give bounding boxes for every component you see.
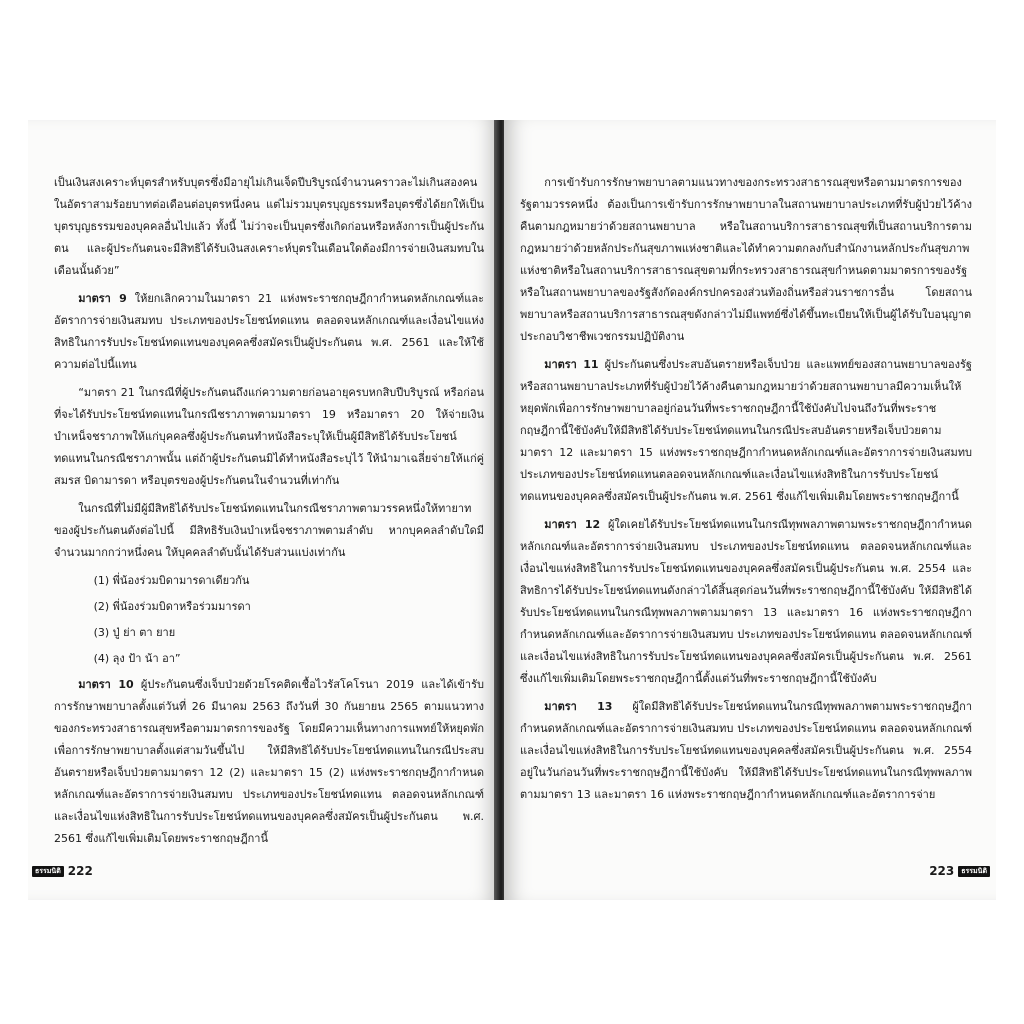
paragraph-text: ในกรณีที่ไม่มีผู้มีสิทธิได้รับประโยชน์ทดแทนในกรณีชราภาพตามวรรคหนึ่งให้ทายาทของผู้ประกันตนดังต่อไปนี้ มีสิทธิรับเงินบำเหน็จชราภาพตามลำดับ หากบุคคลลำดับใดมีจำนวนมากกว่าหนึ่งคน ให้บุคคลลำดับนั้นได้รับส่วนแบ่งเท่ากัน [54, 502, 484, 559]
list-item [54, 648, 484, 670]
paragraph-text: “มาตรา 21 ในกรณีที่ผู้ประกันตนถึงแก่ความตายก่อนอายุครบหกสิบปีบริบูรณ์ หรือก่อนที่จะได้รับประโยชน์ทดแทนในกรณีชราภาพตามมาตรา 19 หรือมาตรา 20 ให้จ่ายเงินบำเหน็จชราภาพให้แก่บุคคลซึ่งผู้ประกันตนทำหนังสือระบุให้เป็นผู้มีสิทธิได้รับประโยชน์ทดแทนในกรณีชราภาพนั้น แต่ถ้าผู้ประกันตนมิได้ทำหนังสือระบุไว้ ให้นำมาเฉลี่ยจ่ายให้แก่คู่สมรส บิดามารดา หรือบุตรของผู้ประกันตนในจำนวนที่เท่ากัน [54, 386, 484, 487]
publisher-logo: ธรรมนิติ [958, 866, 990, 877]
section-label: มาตรา 13 [544, 700, 613, 713]
paragraph-text: ผู้ใดเคยได้รับประโยชน์ทดแทนในกรณีทุพพลภาพตามพระราชกฤษฎีกากำหนดหลักเกณฑ์และอัตราการจ่ายเงินสมทบ ประเภทของประโยชน์ทดแทน ตลอดจนหลักเกณฑ์และเงื่อนไขแห่งสิทธิในการรับประโยชน์ทดแทนของบุคคลซึ่งสมัครเป็นผู้ประกันตน พ.ศ. 2554 และสิทธิการได้รับประโยชน์ทดแทนดังกล่าวได้สิ้นสุดก่อนวันที่พระราชกฤษฎีกานี้ใช้บังคับ ให้มีสิทธิได้รับประโยชน์ทดแทนในกรณีทุพพลภาพตามมาตรา 13 และมาตรา 16 แห่งพระราชกฤษฎีกากำหนดหลักเกณฑ์และอัตราการจ่ายเงินสมทบ ประเภทของประโยชน์ทดแทน ตลอดจนหลักเกณฑ์และเงื่อนไขแห่งสิทธิในการรับประโยชน์ทดแทนของบุคคลซึ่งสมัครเป็นผู้ประกันตน พ.ศ. 2561 ซึ่งแก้ไขเพิ่มเติมโดยพระราชกฤษฎีกานี้ตั้งแต่วันที่พระราชกฤษฎีกานี้ใช้บังคับ [520, 518, 972, 685]
book-spread [28, 120, 996, 900]
left-page [28, 120, 498, 900]
page-number: 222 [67, 864, 93, 878]
paragraph-text: (1) พี่น้องร่วมบิดามารดาเดียวกัน [93, 574, 250, 587]
section-label: มาตรา 10 [78, 678, 134, 691]
paragraph [54, 382, 484, 492]
paragraph-text: ผู้ประกันตนซึ่งเจ็บป่วยด้วยโรคติดเชื้อไวรัสโคโรนา 2019 และได้เข้ารับการรักษาพยาบาลตั้งแต่วันที่ 26 มีนาคม 2563 ถึงวันที่ 30 กันยายน 2565 ตามแนวทางของกระทรวงสาธารณสุขหรือตามมาตรการของรัฐ โดยมีความเห็นทางการแพทย์ให้หยุดพักเพื่อการรักษาพยาบาลตั้งแต่สามวันขึ้นไป ให้มีสิทธิได้รับประโยชน์ทดแทนในกรณีประสบอันตรายหรือเจ็บป่วยตามมาตรา 12 (2) และมาตรา 15 (2) แห่งพระราชกฤษฎีกากำหนดหลักเกณฑ์และอัตราการจ่ายเงินสมทบ ประเภทของประโยชน์ทดแทน ตลอดจนหลักเกณฑ์และเงื่อนไขแห่งสิทธิในการรับประโยชน์ทดแทนของบุคคลซึ่งสมัครเป็นผู้ประกันตน พ.ศ. 2561 ซึ่งแก้ไขเพิ่มเติมโดยพระราชกฤษฎีกานี้ [54, 678, 484, 845]
paragraph-text: ให้ยกเลิกความในมาตรา 21 แห่งพระราชกฤษฎีกากำหนดหลักเกณฑ์และอัตราการจ่ายเงินสมทบ ประเภทของประโยชน์ทดแทน ตลอดจนหลักเกณฑ์และเงื่อนไขแห่งสิทธิในการรับประโยชน์ทดแทนของบุคคลซึ่งสมัครเป็นผู้ประกันตน พ.ศ. 2561 และให้ใช้ความต่อไปนี้แทน [54, 292, 485, 371]
left-page-footer [32, 864, 93, 878]
paragraph [520, 172, 972, 348]
paragraph [520, 354, 972, 508]
section-label: มาตรา 12 [544, 518, 601, 531]
paragraph [520, 514, 972, 690]
paragraph [54, 172, 484, 282]
list-item [54, 570, 484, 592]
section-label: มาตรา 11 [544, 358, 599, 371]
right-page-footer [929, 864, 990, 878]
publisher-logo: ธรรมนิติ [32, 866, 64, 877]
section-label: มาตรา 9 [78, 292, 127, 305]
paragraph-text: (3) ปู่ ย่า ตา ยาย [93, 626, 176, 639]
paragraph-text: (4) ลุง ป้า น้า อา” [93, 652, 181, 665]
right-page [504, 120, 996, 900]
paragraph-text: ผู้ใดมีสิทธิได้รับประโยชน์ทดแทนในกรณีทุพพลภาพตามพระราชกฤษฎีกากำหนดหลักเกณฑ์และอัตราการจ่ายเงินสมทบ ประเภทของประโยชน์ทดแทน ตลอดจนหลักเกณฑ์และเงื่อนไขแห่งสิทธิในการรับประโยชน์ทดแทนของบุคคลซึ่งสมัครเป็นผู้ประกันตน พ.ศ. 2554 อยู่ในวันก่อนวันที่พระราชกฤษฎีกานี้ใช้บังคับ ให้มีสิทธิได้รับประโยชน์ทดแทนในกรณีทุพพลภาพตามมาตรา 13 และมาตรา 16 แห่งพระราชกฤษฎีกากำหนดหลักเกณฑ์และอัตราการจ่าย [520, 700, 972, 801]
paragraph [54, 674, 484, 850]
paragraph-text: ผู้ประกันตนซึ่งประสบอันตรายหรือเจ็บป่วย และแพทย์ของสถานพยาบาลของรัฐหรือสถานพยาบาลประเภทที่รับผู้ป่วยไว้ค้างคืนตามกฎหมายว่าด้วยสถานพยาบาลมีความเห็นให้หยุดพักเพื่อการรักษาพยาบาลอยู่ก่อนวันที่พระราชกฤษฎีกานี้ใช้บังคับไปจนถึงวันที่พระราชกฤษฎีกานี้ใช้บังคับให้มีสิทธิได้รับประโยชน์ทดแทนในกรณีประสบอันตรายหรือเจ็บป่วยตามมาตรา 12 และมาตรา 15 แห่งพระราชกฤษฎีกากำหนดหลักเกณฑ์และอัตราการจ่ายเงินสมทบ ประเภทของประโยชน์ทดแทนตลอดจนหลักเกณฑ์และเงื่อนไขแห่งสิทธิในการรับประโยชน์ทดแทนของบุคคลซึ่งสมัครเป็นผู้ประกันตน พ.ศ. 2561 ซึ่งแก้ไขเพิ่มเติมโดยพระราชกฤษฎีกานี้ [520, 358, 972, 503]
paragraph-text: เป็นเงินสงเคราะห์บุตรสำหรับบุตรซึ่งมีอายุไม่เกินเจ็ดปีบริบูรณ์จำนวนคราวละไม่เกินสองคน ในอัตราสามร้อยบาทต่อเดือนต่อบุตรหนึ่งคน แต่ไม่รวมบุตรบุญธรรมหรือบุตรซึ่งได้ยกให้เป็นบุตรบุญธรรมของบุคคลอื่นไปแล้ว ทั้งนี้ ไม่ว่าจะเป็นบุตรซึ่งเกิดก่อนหรือหลังการเป็นผู้ประกันตน และผู้ประกันตนจะมีสิทธิได้รับเงินสงเคราะห์บุตรในเดือนใดต้องมีการจ่ายเงินสมทบในเดือนนั้นด้วย” [54, 176, 484, 277]
paragraph [54, 288, 484, 376]
right-page-body [520, 172, 972, 812]
paragraph-text: (2) พี่น้องร่วมบิดาหรือร่วมมารดา [93, 600, 251, 613]
page-number: 223 [929, 864, 955, 878]
list-item [54, 596, 484, 618]
paragraph [54, 498, 484, 564]
paragraph [520, 696, 972, 806]
left-page-body [54, 172, 484, 856]
paragraph-text: การเข้ารับการรักษาพยาบาลตามแนวทางของกระทรวงสาธารณสุขหรือตามมาตรการของรัฐตามวรรคหนึ่ง ต้องเป็นการเข้ารับการรักษาพยาบาลในสถานพยาบาลประเภทที่รับผู้ป่วยไว้ค้างคืนตามกฎหมายว่าด้วยสถานพยาบาล หรือในสถานบริการสาธารณสุขที่เป็นสถานบริการตามกฎหมายว่าด้วยหลักประกันสุขภาพแห่งชาติและได้ทำความตกลงกับสำนักงานหลักประกันสุขภาพแห่งชาติหรือในสถานบริการสาธารณสุขตามที่กระทรวงสาธารณสุขกำหนดตามมาตรการของรัฐ หรือในสถานพยาบาลของรัฐสังกัดองค์กรปกครองส่วนท้องถิ่นหรือส่วนราชการอื่น โดยสถานพยาบาลหรือสถานบริการสาธารณสุขดังกล่าวไม่มีแพทย์ซึ่งได้ขึ้นทะเบียนให้เป็นผู้ได้รับใบอนุญาตประกอบวิชาชีพเวชกรรมปฏิบัติงาน [520, 176, 972, 343]
list-item [54, 622, 484, 644]
